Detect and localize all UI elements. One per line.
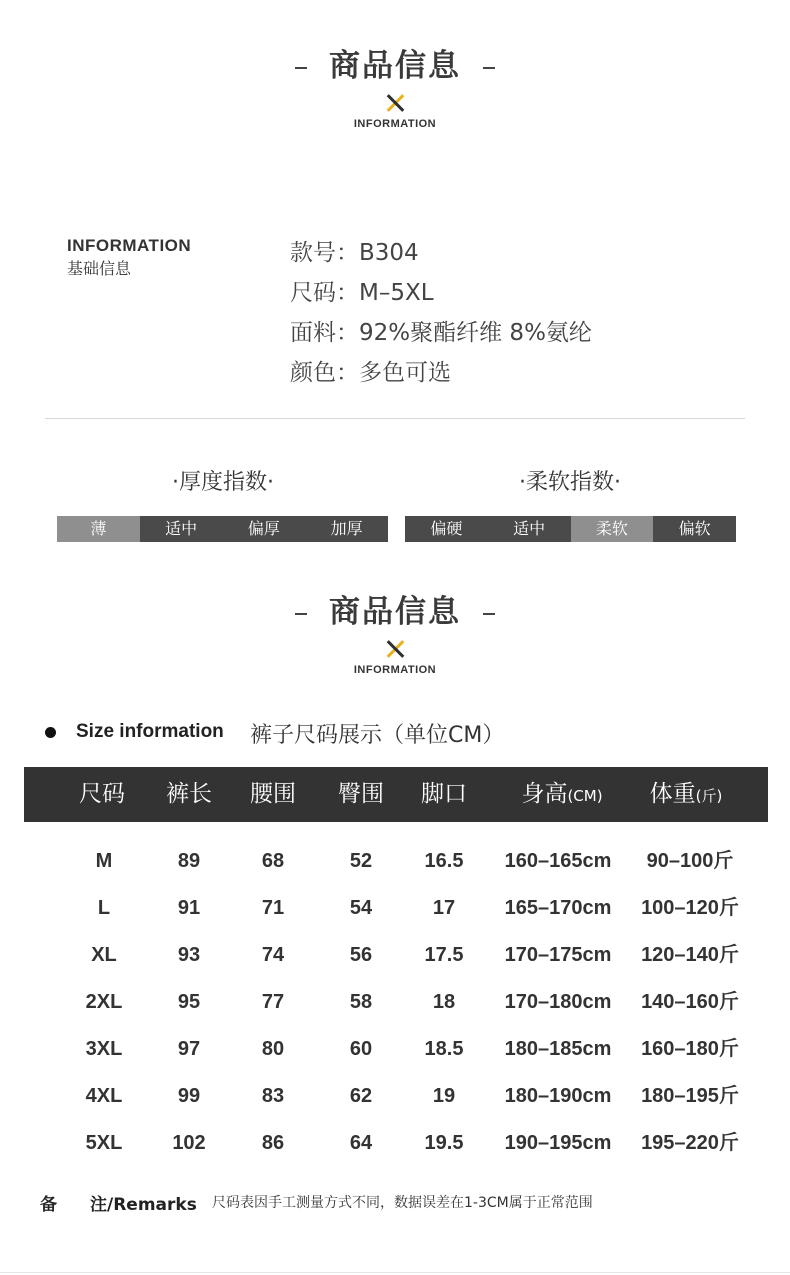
remarks-label-cn: 备 xyxy=(40,1195,57,1215)
table-cell: 140–160斤 xyxy=(641,991,739,1013)
table-cell: 99 xyxy=(177,1085,201,1107)
table-cell: 62 xyxy=(349,1085,373,1107)
title-dash-right xyxy=(483,613,495,615)
table-row xyxy=(0,1120,790,1167)
table-cell: 4XL xyxy=(85,1085,123,1107)
section-subtitle: INFORMATION xyxy=(353,664,437,676)
table-cell: 100–120斤 xyxy=(641,897,739,919)
header-cell: 身高(CM) xyxy=(521,781,603,807)
table-cell: 95 xyxy=(177,991,201,1013)
thickness-option: 薄 xyxy=(57,516,140,542)
table-cell: 180–195斤 xyxy=(641,1085,739,1107)
table-cell: 170–180cm xyxy=(504,991,612,1013)
header-cell: 尺码 xyxy=(79,781,125,807)
section-subtitle: INFORMATION xyxy=(353,118,437,130)
softness-bar xyxy=(405,516,736,542)
section-title: 商品信息 xyxy=(329,594,461,630)
table-cell: 90–100斤 xyxy=(646,850,734,872)
table-cell: 80 xyxy=(261,1038,285,1060)
basic-info-list xyxy=(290,233,592,393)
table-cell: 86 xyxy=(261,1132,285,1154)
table-cell: 160–180斤 xyxy=(641,1038,739,1060)
table-cell: 52 xyxy=(349,850,373,872)
size-info-label-cn: 裤子尺码展示（单位CM） xyxy=(250,723,505,748)
thickness-option: 适中 xyxy=(140,516,223,542)
bullet-icon xyxy=(45,727,56,738)
thickness-bar xyxy=(57,516,388,542)
thickness-option: 偏厚 xyxy=(223,516,306,542)
thickness-option: 加厚 xyxy=(305,516,388,542)
table-row xyxy=(0,932,790,979)
table-cell: 102 xyxy=(172,1132,206,1154)
title-dash-left xyxy=(295,613,307,615)
table-cell: XL xyxy=(91,944,117,966)
size-info-label-en: Size information xyxy=(76,721,224,742)
basic-info-label-en: INFORMATION xyxy=(67,236,192,255)
table-cell: 17.5 xyxy=(424,944,464,966)
table-cell: 64 xyxy=(349,1132,373,1154)
table-cell: 68 xyxy=(261,850,285,872)
table-cell: 18 xyxy=(432,991,456,1013)
table-cell: 2XL xyxy=(85,991,123,1013)
table-cell: 71 xyxy=(261,897,285,919)
table-cell: 180–190cm xyxy=(504,1085,612,1107)
table-row xyxy=(0,979,790,1026)
table-cell: 56 xyxy=(349,944,373,966)
table-cell: 19 xyxy=(432,1085,456,1107)
title-dash-left xyxy=(295,67,307,69)
size-table-header xyxy=(24,767,768,822)
table-cell: 120–140斤 xyxy=(641,944,739,966)
softness-title: ·柔软指数· xyxy=(519,470,621,495)
table-row xyxy=(0,1026,790,1073)
header-cell: 体重(斤) xyxy=(649,781,723,807)
table-cell: 3XL xyxy=(85,1038,123,1060)
table-cell: 97 xyxy=(177,1038,201,1060)
table-row xyxy=(0,1073,790,1120)
softness-option: 柔软 xyxy=(571,516,654,542)
header-cell: 腰围 xyxy=(250,781,296,807)
thickness-title: ·厚度指数· xyxy=(172,470,274,495)
info-row-size: 尺码：M–5XL xyxy=(290,280,434,306)
table-cell: 77 xyxy=(261,991,285,1013)
section-header-1 xyxy=(0,48,790,130)
table-cell: 180–185cm xyxy=(504,1038,612,1060)
table-cell: L xyxy=(97,897,111,919)
table-cell: 17 xyxy=(432,897,456,919)
table-cell: 190–195cm xyxy=(504,1132,612,1154)
table-cell: 160–165cm xyxy=(504,850,612,872)
table-row xyxy=(0,838,790,885)
table-cell: 89 xyxy=(177,850,201,872)
table-cell: 5XL xyxy=(85,1132,123,1154)
info-row-fabric: 面料：92%聚酯纤维 8%氨纶 xyxy=(290,320,592,346)
header-cell: 裤长 xyxy=(166,781,212,807)
table-cell: 18.5 xyxy=(424,1038,464,1060)
table-cell: 58 xyxy=(349,991,373,1013)
table-cell: 83 xyxy=(261,1085,285,1107)
softness-option: 偏软 xyxy=(653,516,736,542)
table-cell: 74 xyxy=(261,944,285,966)
table-cell: 60 xyxy=(349,1038,373,1060)
info-row-color: 颜色：多色可选 xyxy=(290,360,451,386)
table-cell: 54 xyxy=(349,897,373,919)
cross-icon xyxy=(386,640,404,658)
table-cell: 91 xyxy=(177,897,201,919)
info-row-style: 款号：B304 xyxy=(290,240,419,266)
section-title: 商品信息 xyxy=(329,48,461,84)
softness-option: 偏硬 xyxy=(405,516,488,542)
divider xyxy=(45,418,745,419)
table-cell: 16.5 xyxy=(424,850,464,872)
table-row xyxy=(0,885,790,932)
table-cell: 93 xyxy=(177,944,201,966)
cross-icon xyxy=(386,94,404,112)
bottom-divider xyxy=(0,1272,790,1273)
basic-info-label-cn: 基础信息 xyxy=(67,259,132,278)
table-cell: M xyxy=(95,850,113,872)
table-cell: 170–175cm xyxy=(504,944,612,966)
section-header-2 xyxy=(0,594,790,676)
title-dash-right xyxy=(483,67,495,69)
remarks-label: 注/Remarks xyxy=(90,1195,197,1215)
header-cell: 脚口 xyxy=(421,781,467,807)
table-cell: 165–170cm xyxy=(504,897,612,919)
remarks-text: 尺码表因手工测量方式不同，数据误差在1-3CM属于正常范围 xyxy=(212,1195,593,1211)
softness-option: 适中 xyxy=(488,516,571,542)
size-table-body xyxy=(0,838,790,1167)
header-cell: 臀围 xyxy=(338,781,384,807)
table-cell: 19.5 xyxy=(424,1132,464,1154)
table-cell: 195–220斤 xyxy=(641,1132,739,1154)
